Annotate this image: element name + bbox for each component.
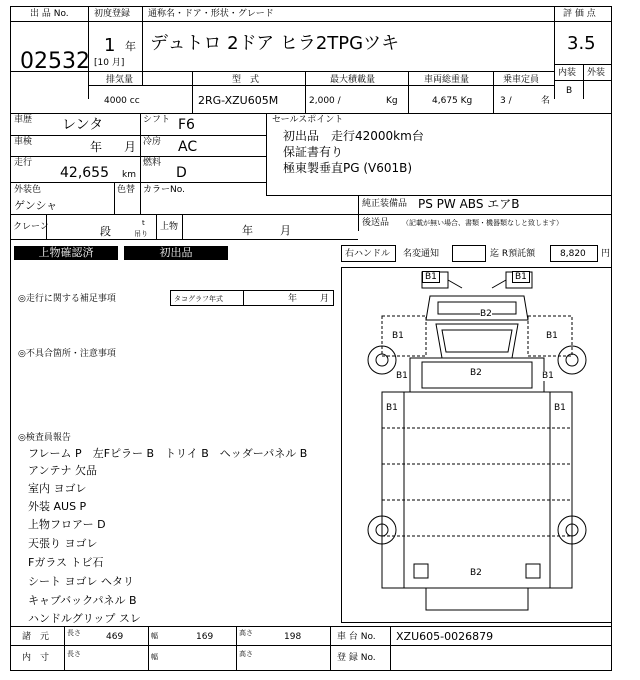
steering-value: 右ハンドル — [345, 249, 391, 259]
interior-height-label: 高さ — [239, 650, 253, 658]
aftermarket-note: （記載が無い場合、書類・機器類なしと致します） — [402, 219, 563, 227]
damage-b2-rear: B2 — [470, 568, 482, 578]
length-label: 長さ — [67, 629, 81, 637]
chassis-label: 車 台 No. — [337, 632, 376, 642]
body-confirmed-tag: 上物確認済 — [14, 246, 118, 260]
damage-b1-mirror-left: B1 — [422, 271, 440, 283]
model-name: デュトロ 2ドア ヒラ2TPGツキ — [150, 33, 400, 54]
history-label: 車歴 — [14, 115, 33, 125]
inspector-line-5: 上物フロアー D — [28, 518, 106, 531]
inspector-line-6: 天張り ヨゴレ — [28, 537, 98, 550]
reg-label: 初度登録 — [94, 9, 131, 19]
tacho-year: 年 — [288, 294, 298, 304]
reg-year-unit: 年 — [125, 40, 136, 53]
deposit-unit: 円 — [601, 249, 611, 259]
sales-point-3: 極東製垂直PG (V601B) — [283, 161, 413, 175]
exterior-label: 外装 — [587, 68, 606, 78]
mileage-value: 42,655 — [60, 165, 109, 181]
damage-b1-mirror-right: B1 — [512, 271, 530, 283]
interior-dims-label: 内 寸 — [22, 653, 50, 663]
reg-no-label: 登 録 No. — [337, 653, 376, 663]
dims-label: 諸 元 — [22, 632, 50, 642]
inspector-label: ◎検査員報告 — [18, 433, 71, 443]
damage-b1-pillar-left: B1 — [396, 371, 408, 381]
inspector-line-7: Fガラス トビ石 — [28, 556, 104, 569]
inspector-line-1: フレーム P 左Fピラー B トリイ B ヘッダーパネル B — [28, 447, 308, 460]
driving-notes-label: ◎走行に関する補足事項 — [18, 294, 116, 304]
name-change-label: 名変通知 — [403, 249, 440, 259]
body-label: 上物 — [160, 222, 179, 232]
inspector-line-10: ハンドルグリップ スレ — [28, 612, 141, 625]
lot-number: 02532 — [20, 49, 90, 74]
model-header: 通称名・ドア・形状・グレード — [148, 9, 274, 19]
grade-value: 3.5 — [567, 33, 596, 54]
color-value: ゲンシャ — [14, 199, 58, 212]
fuel-value: D — [176, 165, 187, 181]
displacement-value: 4000 cc — [104, 96, 140, 106]
chassis-value: XZU605-0026879 — [396, 630, 494, 643]
lot-label: 出 品 No. — [30, 9, 69, 19]
height-value: 198 — [284, 632, 302, 642]
damage-b2-cab: B2 — [470, 368, 482, 378]
crane-hoist: 吊り — [134, 230, 148, 238]
damage-b2-header: B2 — [480, 309, 492, 319]
body-month: 月 — [280, 224, 291, 237]
max-load-unit: Kg — [386, 96, 398, 106]
crane-stage: 段 — [100, 225, 111, 238]
tacho-month: 月 — [320, 294, 330, 304]
fuel-label: 燃料 — [143, 158, 162, 168]
capacity-label: 乗車定員 — [503, 75, 540, 85]
damage-b1-cab-left: B1 — [392, 331, 404, 341]
sales-point-1: 初出品 走行42000km台 — [283, 129, 424, 143]
name-change-box — [452, 245, 486, 262]
trial-label: 迄 R預託額 — [490, 249, 536, 259]
damage-b1-bed-left: B1 — [386, 403, 398, 413]
inspection-year: 年 — [90, 140, 103, 154]
body-year: 年 — [242, 224, 253, 237]
displacement-label: 排気量 — [106, 75, 134, 85]
inspection-label: 車検 — [14, 137, 33, 147]
height-label: 高さ — [239, 629, 253, 637]
damage-b1-pillar-right: B1 — [542, 371, 554, 381]
max-load-value: 2,000 / — [309, 96, 341, 106]
capacity-value: 3 / — [500, 96, 512, 106]
sales-point-2: 保証書有り — [283, 145, 344, 159]
sales-point-label: セールスポイント — [272, 115, 344, 125]
shift-value: F6 — [178, 117, 195, 133]
capacity-unit: 名 — [541, 96, 551, 106]
grade-label: 評 価 点 — [563, 9, 596, 19]
deposit-value: 8,820 — [560, 249, 586, 259]
truck-diagram — [341, 267, 612, 623]
color-change-label: 色替 — [117, 185, 136, 195]
first-listing-tag: 初出品 — [124, 246, 228, 260]
gross-weight-label: 車両総重量 — [424, 75, 470, 85]
defects-label: ◎不具合箇所・注意事項 — [18, 349, 116, 359]
history-value: レンタ — [62, 117, 104, 133]
inspector-line-4: 外装 AUS P — [28, 500, 87, 513]
inspector-line-8: シート ヨゴレ ヘタリ — [28, 575, 134, 588]
length-value: 469 — [106, 632, 124, 642]
max-load-label: 最大積載量 — [330, 75, 376, 85]
model-code-value: 2RG-XZU605M — [198, 94, 279, 107]
interior-label: 内装 — [558, 68, 577, 78]
interior-length-label: 長さ — [67, 650, 81, 658]
ac-value: AC — [178, 139, 198, 155]
width-value: 169 — [196, 632, 214, 642]
color-no-label: カラーNo. — [143, 185, 185, 195]
inspector-line-9: キャブバックパネル B — [28, 594, 137, 607]
mileage-unit: km — [122, 170, 136, 180]
equipment-value: PS PW ABS エアB — [418, 197, 520, 211]
model-code-label: 型 式 — [232, 75, 260, 85]
gross-weight-value: 4,675 Kg — [432, 96, 473, 106]
inspection-month: 月 — [124, 140, 137, 154]
width-label: 幅 — [151, 632, 158, 640]
interior-value: B — [566, 86, 573, 96]
tacho-label: タコグラフ年式 — [174, 295, 223, 303]
interior-width-label: 幅 — [151, 653, 158, 661]
damage-b1-cab-right: B1 — [546, 331, 558, 341]
aftermarket-label: 後送品 — [362, 218, 390, 228]
ac-label: 冷房 — [143, 137, 162, 147]
inspector-line-3: 室内 ヨゴレ — [28, 482, 87, 495]
inspector-line-2: アンテナ 欠品 — [28, 464, 98, 477]
crane-hoist-t: t — [142, 219, 145, 227]
color-label: 外装色 — [14, 185, 42, 195]
mileage-label: 走行 — [14, 158, 33, 168]
shift-label: シフト — [143, 115, 171, 125]
reg-year: 1 — [104, 35, 116, 56]
crane-label: クレーン — [13, 222, 49, 232]
damage-b1-bed-right: B1 — [554, 403, 566, 413]
reg-month: [10 月] — [94, 58, 125, 68]
equipment-label: 純正装備品 — [362, 199, 408, 209]
